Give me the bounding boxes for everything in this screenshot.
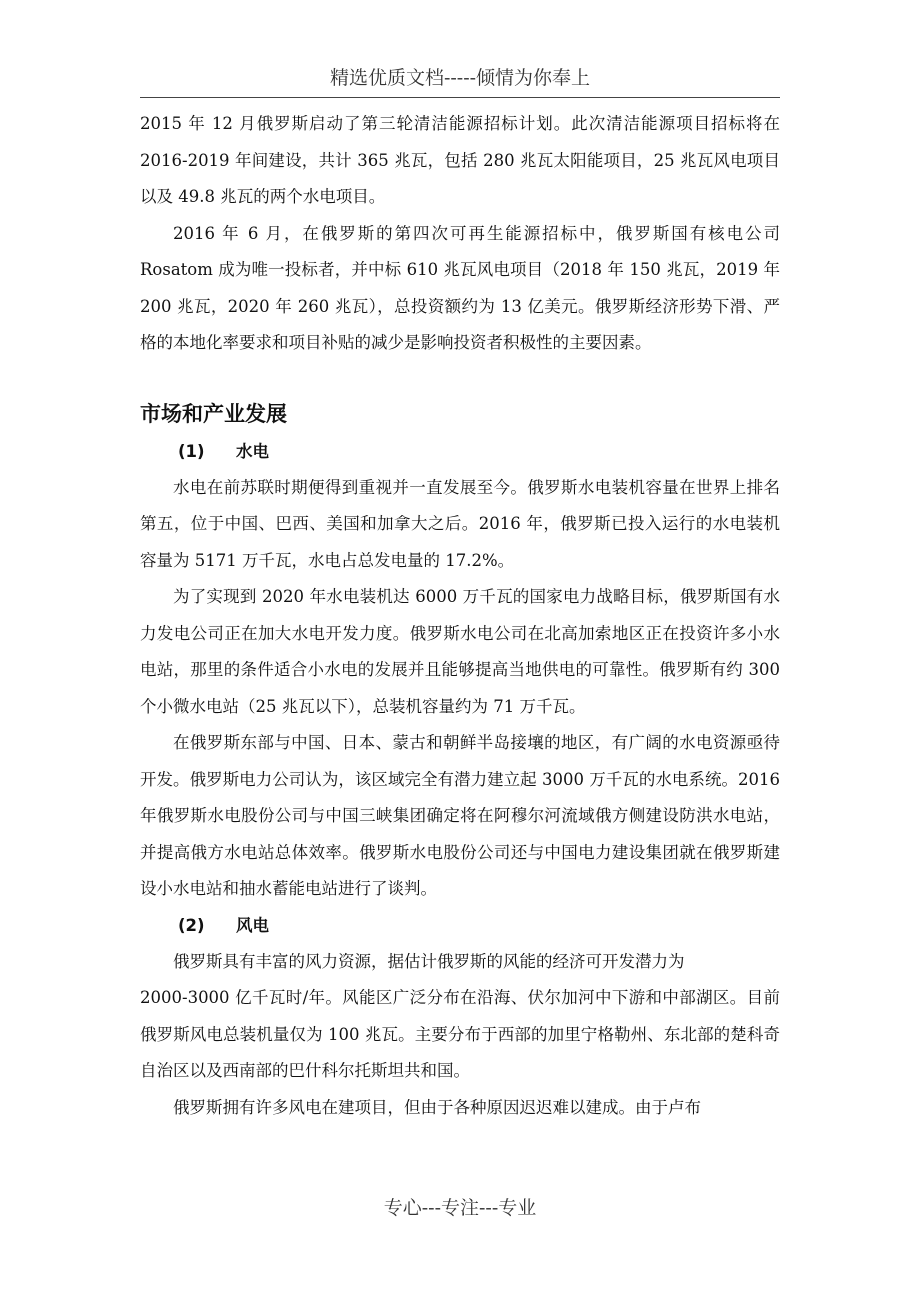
- hydro-paragraph-3: 在俄罗斯东部与中国、日本、蒙古和朝鲜半岛接壤的地区，有广阔的水电资源亟待开发。俄罗斯电力公司认为，该区域完全有潜力建立起 3000 万千瓦的水电系统。2016 年俄罗斯水电股份公司与中国三峡集团确定将在阿穆尔河流域俄方侧建设防洪水电站，并提高俄方水电站总体效率。俄罗斯水电股份公司还与中国电力建设集团就在俄罗斯建设小水电站和抽水蓄能电站进行了谈判。: [140, 733, 780, 898]
- subsection-title: 水电: [236, 441, 269, 461]
- wind-paragraph-1-continued: 2000-3000 亿千瓦时/年。风能区广泛分布在沿海、伏尔加河中下游和中部湖区。目前俄罗斯风电总装机量仅为 100 兆瓦。主要分布于西部的加里宁格勒州、东北部的楚科奇自治区以及西南部的巴什科尔托斯坦共和国。: [140, 988, 780, 1080]
- subsection-number: (1): [178, 441, 205, 461]
- subsection-hydro-heading: [140, 434, 780, 470]
- section-title: 市场和产业发展: [140, 401, 287, 426]
- subsection-number: (2): [178, 915, 205, 935]
- intro-paragraph-1: 2015 年 12 月俄罗斯启动了第三轮清洁能源招标计划。此次清洁能源项目招标将在 2016-2019 年间建设，共计 365 兆瓦，包括 280 兆瓦太阳能项目，25 兆瓦风电项目以及 49.8 兆瓦的两个水电项目。: [140, 114, 780, 206]
- page-header: 精选优质文档-----倾情为你奉上: [329, 67, 591, 89]
- wind-paragraph-2: 俄罗斯拥有许多风电在建项目，但由于各种原因迟迟难以建成。由于卢布: [173, 1097, 701, 1117]
- page-footer: 专心---专注---专业: [383, 1197, 537, 1219]
- header-divider: [140, 97, 780, 98]
- intro-paragraph-2: 2016 年 6 月，在俄罗斯的第四次可再生能源招标中，俄罗斯国有核电公司 Rosatom 成为唯一投标者，并中标 610 兆瓦风电项目（2018 年 150 兆瓦，2019 年 200 兆瓦，2020 年 260 兆瓦），总投资额约为 13 亿美元。俄罗斯经济形势下滑、严格的本地化率要求和项目补贴的减少是影响投资者积极性的主要因素。: [140, 223, 780, 352]
- hydro-paragraph-1: 水电在前苏联时期便得到重视并一直发展至今。俄罗斯水电装机容量在世界上排名第五，位于中国、巴西、美国和加拿大之后。2016 年，俄罗斯已投入运行的水电装机容量为 5171 万千瓦，水电占总发电量的 17.2%。: [140, 477, 780, 570]
- document-body: [140, 106, 780, 1126]
- wind-paragraph-1-line-1: 俄罗斯具有丰富的风力资源，据估计俄罗斯的风能的经济可开发潜力为: [173, 951, 685, 971]
- hydro-paragraph-2: 为了实现到 2020 年水电装机达 6000 万千瓦的国家电力战略目标，俄罗斯国有水力发电公司正在加大水电开发力度。俄罗斯水电公司在北高加索地区正在投资许多小水电站，那里的条件适合小水电的发展并且能够提高当地供电的可靠性。俄罗斯有约 300 个小微水电站（25 兆瓦以下），总装机容量约为 71 万千瓦。: [140, 587, 780, 716]
- subsection-wind-heading: [140, 908, 780, 944]
- subsection-title: 风电: [236, 915, 269, 935]
